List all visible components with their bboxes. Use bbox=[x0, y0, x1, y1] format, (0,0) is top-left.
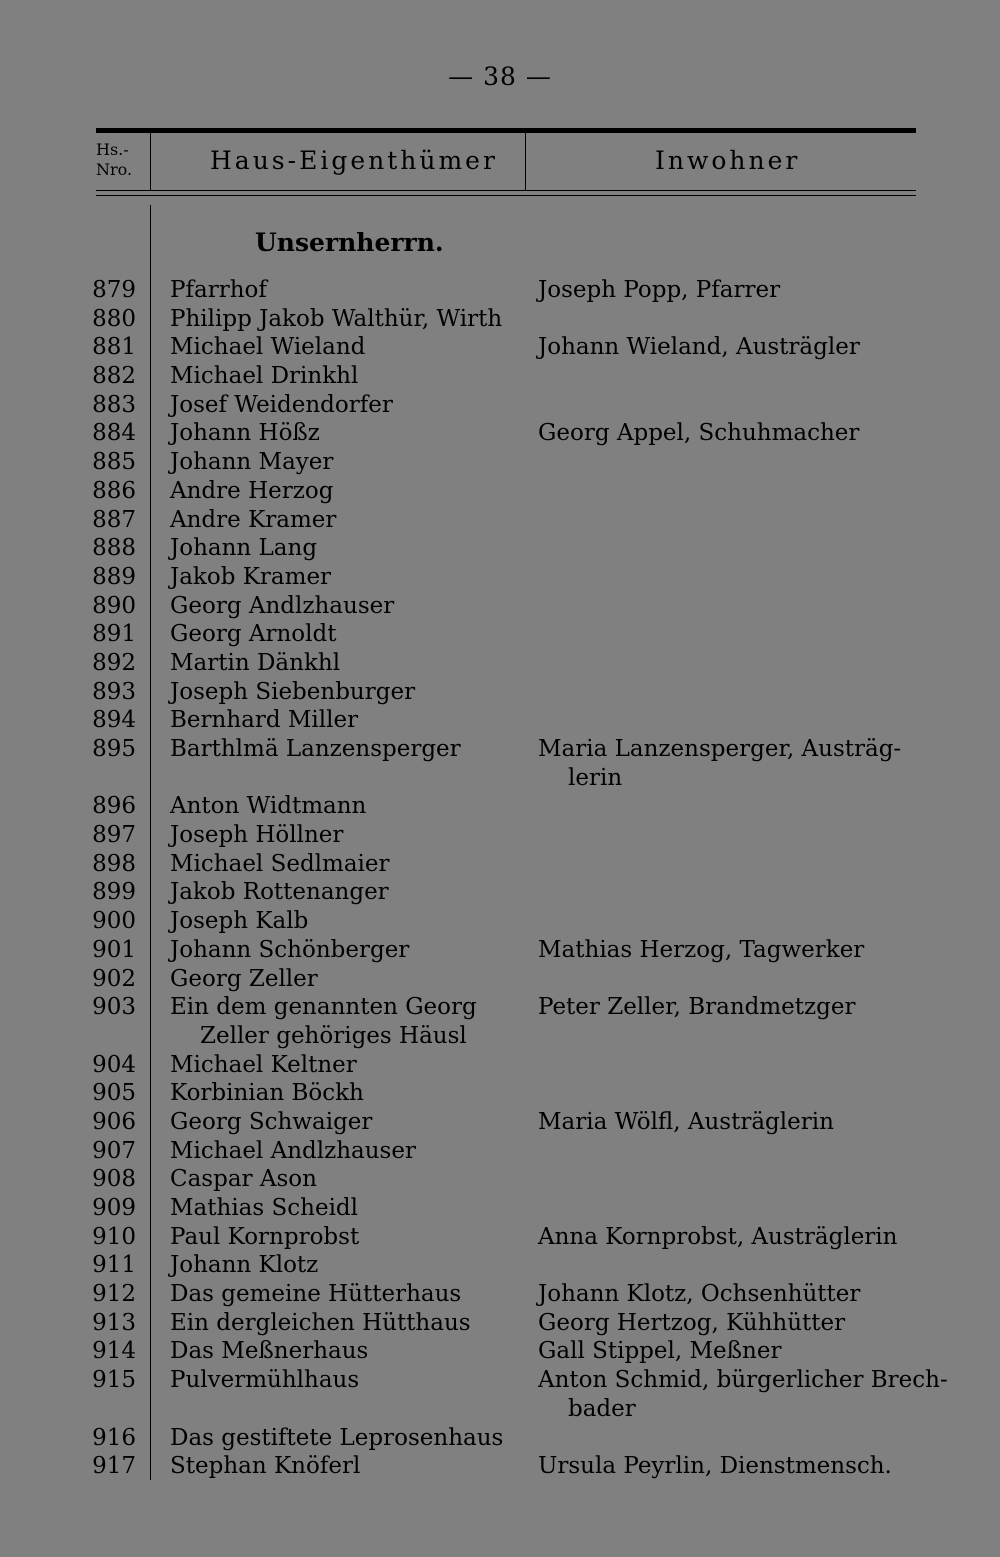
table-row bbox=[0, 735, 1000, 792]
house-owner: Michael Andlzhauser bbox=[170, 1137, 416, 1164]
house-number: 898 bbox=[92, 850, 136, 877]
house-owner: Pfarrhof bbox=[170, 277, 267, 303]
house-owner: Joseph Siebenburger bbox=[170, 678, 416, 705]
house-owner: Johann Mayer bbox=[170, 449, 334, 476]
house-number: 889 bbox=[92, 563, 136, 590]
column-header-nr-line1: Hs.- bbox=[96, 140, 129, 159]
house-number: 882 bbox=[92, 363, 136, 390]
resident: Ursula Peyrlin, Dienstmensch. bbox=[538, 1453, 892, 1480]
house-number: 904 bbox=[92, 1051, 136, 1078]
house-owner: Georg Schwaiger bbox=[170, 1108, 373, 1135]
table-row bbox=[0, 592, 1000, 621]
house-number: 891 bbox=[92, 621, 136, 648]
table-row bbox=[0, 706, 1000, 735]
house-owner: Philipp Jakob Walthür, Wirth bbox=[170, 305, 503, 332]
table-row bbox=[0, 821, 1000, 850]
house-owner: Joseph Höllner bbox=[170, 822, 344, 849]
house-owner: Andre Kramer bbox=[170, 506, 337, 533]
house-owner: Barthlmä Lanzensperger bbox=[170, 736, 461, 762]
resident: Maria Lanzensperger, Austräg-lerin bbox=[538, 736, 902, 791]
house-number: 892 bbox=[92, 649, 136, 676]
house-number: 896 bbox=[92, 793, 136, 820]
house-number: 899 bbox=[92, 879, 136, 906]
resident: Mathias Herzog, Tagwerker bbox=[538, 936, 865, 963]
table-row bbox=[0, 391, 1000, 420]
house-owner: Jakob Rottenanger bbox=[170, 879, 389, 906]
table-row bbox=[0, 1165, 1000, 1194]
table-row bbox=[0, 878, 1000, 907]
house-number: 886 bbox=[92, 477, 136, 504]
house-number: 910 bbox=[92, 1223, 136, 1250]
column-header-nr bbox=[96, 140, 132, 180]
house-number: 914 bbox=[92, 1338, 136, 1365]
house-owner: Joseph Kalb bbox=[170, 908, 309, 935]
table-row bbox=[0, 563, 1000, 592]
house-owner: Georg Zeller bbox=[170, 965, 318, 992]
resident: Anton Schmid, bürgerlicher Brech-bader bbox=[538, 1367, 948, 1422]
table-row bbox=[0, 792, 1000, 821]
table-row bbox=[0, 276, 1000, 305]
house-number: 915 bbox=[92, 1367, 136, 1394]
house-number: 913 bbox=[92, 1309, 136, 1336]
resident: Georg Appel, Schuhmacher bbox=[538, 420, 860, 447]
house-owner: Johann Lang bbox=[170, 535, 318, 562]
house-owner: Michael Drinkhl bbox=[170, 363, 359, 390]
house-owner: Das gestiftete Leprosenhaus bbox=[170, 1424, 504, 1451]
house-owner: Martin Dänkhl bbox=[170, 649, 341, 676]
resident: Anna Kornprobst, Austräglerin bbox=[538, 1223, 898, 1250]
header-rule-bottom bbox=[96, 190, 916, 191]
house-owner: Georg Arnoldt bbox=[170, 621, 337, 648]
house-owner: Paul Kornprobst bbox=[170, 1223, 360, 1250]
house-number: 903 bbox=[92, 994, 136, 1021]
house-number: 909 bbox=[92, 1195, 136, 1222]
table-row bbox=[0, 534, 1000, 563]
header-rule-top bbox=[96, 128, 916, 133]
resident: Gall Stippel, Meßner bbox=[538, 1338, 782, 1365]
table-row bbox=[0, 1194, 1000, 1223]
house-owner: Bernhard Miller bbox=[170, 707, 359, 734]
table-row bbox=[0, 1337, 1000, 1366]
house-number: 888 bbox=[92, 535, 136, 562]
table-row bbox=[0, 993, 1000, 1050]
house-number: 884 bbox=[92, 420, 136, 447]
house-number: 912 bbox=[92, 1281, 136, 1308]
table-row bbox=[0, 1280, 1000, 1309]
house-owner: Michael Keltner bbox=[170, 1051, 357, 1078]
house-number: 917 bbox=[92, 1453, 136, 1480]
table-row bbox=[0, 1137, 1000, 1166]
entries-table bbox=[0, 276, 1000, 1481]
house-number: 894 bbox=[92, 707, 136, 734]
column-header-owner: Haus-Eigenthümer bbox=[210, 146, 498, 175]
table-row bbox=[0, 477, 1000, 506]
table-row bbox=[0, 333, 1000, 362]
table-row bbox=[0, 1108, 1000, 1137]
house-owner: Jakob Kramer bbox=[170, 563, 332, 590]
table-row bbox=[0, 1079, 1000, 1108]
house-owner: Johann Schönberger bbox=[170, 936, 410, 963]
house-number: 900 bbox=[92, 908, 136, 935]
house-owner: Michael Wieland bbox=[170, 334, 366, 361]
house-number: 893 bbox=[92, 678, 136, 705]
resident: Joseph Popp, Pfarrer bbox=[538, 277, 781, 303]
table-row bbox=[0, 850, 1000, 879]
house-number: 901 bbox=[92, 936, 136, 963]
house-owner: Pulvermühlhaus bbox=[170, 1367, 360, 1394]
house-owner: Das Meßnerhaus bbox=[170, 1338, 369, 1365]
table-row bbox=[0, 620, 1000, 649]
resident: Maria Wölfl, Austräglerin bbox=[538, 1108, 834, 1135]
table-row bbox=[0, 1051, 1000, 1080]
house-number: 906 bbox=[92, 1108, 136, 1135]
house-owner: Michael Sedlmaier bbox=[170, 850, 390, 877]
column-header-nr-line2: Nro. bbox=[96, 160, 133, 179]
house-owner: Georg Andlzhauser bbox=[170, 592, 395, 619]
table-row bbox=[0, 448, 1000, 477]
table-row bbox=[0, 936, 1000, 965]
house-number: 905 bbox=[92, 1080, 136, 1107]
house-number: 890 bbox=[92, 592, 136, 619]
table-row bbox=[0, 965, 1000, 994]
table-row bbox=[0, 1424, 1000, 1453]
house-owner: Korbinian Böckh bbox=[170, 1080, 364, 1107]
house-owner: Josef Weidendorfer bbox=[170, 391, 393, 418]
house-owner: Das gemeine Hütterhaus bbox=[170, 1281, 462, 1308]
section-title: Unsernherrn. bbox=[255, 228, 444, 257]
house-number: 916 bbox=[92, 1424, 136, 1451]
resident: Peter Zeller, Brandmetzger bbox=[538, 994, 856, 1021]
table-row bbox=[0, 1251, 1000, 1280]
table-row bbox=[0, 1309, 1000, 1338]
house-owner: Andre Herzog bbox=[170, 477, 334, 504]
house-owner: Anton Widtmann bbox=[170, 793, 367, 820]
house-number: 911 bbox=[92, 1252, 136, 1279]
table-row bbox=[0, 362, 1000, 391]
table-row bbox=[0, 907, 1000, 936]
resident: Georg Hertzog, Kühhütter bbox=[538, 1309, 846, 1336]
house-number: 897 bbox=[92, 822, 136, 849]
table-row bbox=[0, 419, 1000, 448]
house-owner: Johann Klotz bbox=[170, 1252, 319, 1279]
header-rule-bottom-double bbox=[96, 195, 916, 196]
resident: Johann Klotz, Ochsenhütter bbox=[538, 1281, 861, 1308]
house-number: 881 bbox=[92, 334, 136, 361]
page-number: — 38 — bbox=[448, 62, 552, 91]
column-header-resident: Inwohner bbox=[655, 146, 801, 175]
house-number: 902 bbox=[92, 965, 136, 992]
house-owner: Ein dergleichen Hütthaus bbox=[170, 1309, 471, 1336]
house-owner: Stephan Knöferl bbox=[170, 1453, 361, 1480]
table-row bbox=[0, 506, 1000, 535]
table-row bbox=[0, 305, 1000, 334]
table-row bbox=[0, 1452, 1000, 1481]
house-owner: Mathias Scheidl bbox=[170, 1195, 358, 1222]
table-row bbox=[0, 649, 1000, 678]
house-owner: Caspar Ason bbox=[170, 1166, 317, 1193]
house-number: 887 bbox=[92, 506, 136, 533]
resident: Johann Wieland, Austrägler bbox=[538, 334, 860, 361]
house-number: 908 bbox=[92, 1166, 136, 1193]
house-number: 879 bbox=[92, 277, 136, 303]
house-owner: Johann Hößz bbox=[170, 420, 320, 447]
column-divider-nr bbox=[150, 133, 151, 190]
house-number: 907 bbox=[92, 1137, 136, 1164]
house-number: 895 bbox=[92, 736, 136, 762]
column-divider-owner bbox=[525, 133, 526, 190]
house-owner: Ein dem genannten Georg Zeller gehöriges Häusl bbox=[170, 994, 477, 1049]
table-row bbox=[0, 1223, 1000, 1252]
house-number: 885 bbox=[92, 449, 136, 476]
table-row bbox=[0, 1366, 1000, 1423]
house-number: 880 bbox=[92, 305, 136, 332]
house-number: 883 bbox=[92, 391, 136, 418]
table-row bbox=[0, 678, 1000, 707]
